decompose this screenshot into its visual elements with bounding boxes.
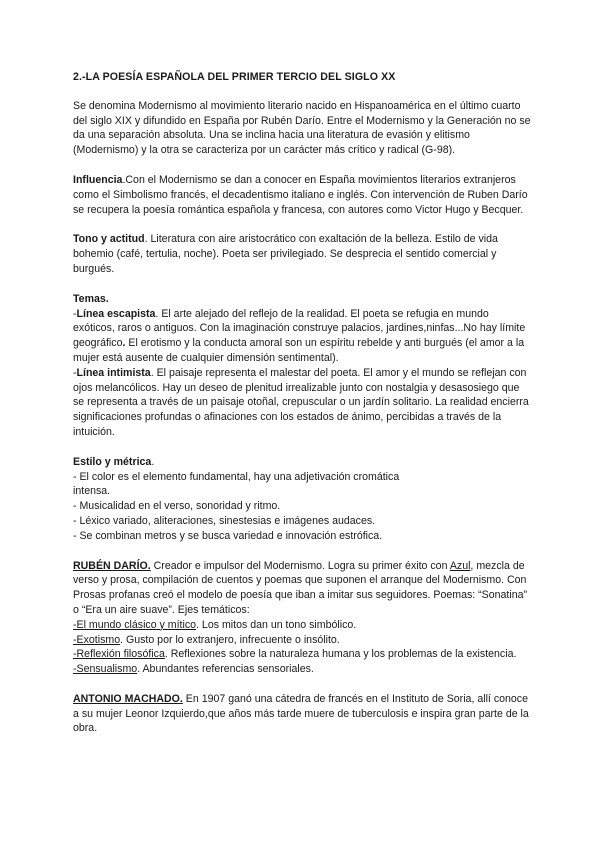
- influencia-paragraph: [73, 173, 533, 217]
- eje-label: -Exotismo: [73, 633, 121, 646]
- intimista-dash: -: [73, 366, 77, 379]
- page-title: 2.-LA POESÍA ESPAÑOLA DEL PRIMER TERCIO DEL SIGLO XX: [73, 71, 396, 83]
- ruben-dario-name: RUBÉN DARÍO.: [73, 559, 151, 572]
- escapista-text-a: . El arte alejado del reflejo de la realidad. El poeta se refugia en mundo exóticos, raros o antiguos. Con la imaginación construye palacios, jardines,ninfas...No hay límite geográfico: [73, 307, 526, 350]
- estilo-item: intensa.: [73, 485, 111, 498]
- estilo-item: - Musicalidad en el verso, sonoridad y ritmo.: [73, 500, 281, 513]
- azul-title: Azul,: [449, 559, 474, 572]
- escapista-dot: .: [122, 337, 126, 350]
- eje-tematico: [73, 633, 533, 648]
- linea-intimista-paragraph: [73, 366, 533, 440]
- eje-tematico: [73, 618, 533, 633]
- influencia-label: Influencia: [73, 173, 123, 186]
- escapista-dash: -: [73, 307, 77, 320]
- estilo-heading-line: [73, 455, 533, 470]
- estilo-heading-dot: .: [151, 455, 155, 468]
- estilo-section: [73, 455, 533, 544]
- tono-paragraph: [73, 232, 533, 276]
- eje-tematico: [73, 662, 533, 677]
- temas-section: [73, 292, 533, 440]
- intro-paragraph: Se denomina Modernismo al movimiento literario nacido en Hispanoamérica en el último cuarto del siglo XIX y difundido en España por Rubén Darío. Entre el Modernismo y la Generación no se da una separación absoluta. Una se inclina hacia una literatura de evasión y elitismo (Modernismo) y la otra se caracteriza por un carácter más crítico y radical (G-98).: [73, 99, 531, 157]
- eje-tematico: [73, 647, 533, 662]
- tono-label: Tono y actitud: [73, 233, 145, 246]
- antonio-machado-name: ANTONIO MACHADO.: [73, 692, 183, 705]
- eje-text: . Abundantes referencias sensoriales.: [137, 663, 314, 676]
- tono-text: . Literatura con aire aristocrático con exaltación de la belleza. Estilo de vida bohemio (café, tertulia, noche). Poeta ser privilegiado. Se desprecia el sentido comercial y burgués.: [73, 233, 498, 275]
- escapista-text-b: El erotismo y la conducta amoral son un espíritu rebelde y anti burgués (el amor a la mujer está ausente de cualquier dimensión sentimental).: [73, 337, 525, 364]
- intimista-label: Línea intimista: [76, 366, 151, 379]
- ruben-dario-paragraph: [73, 559, 533, 618]
- eje-text: . Los mitos dan un tono simbólico.: [196, 618, 357, 631]
- linea-escapista-paragraph: [73, 307, 533, 366]
- ruben-dario-section: [73, 559, 533, 677]
- ruben-text-b: mezcla de verso y prosa, compilación de cuentos y poemas que suponen el arranque del Modernismo. Con Prosas profanas creó el modelo de poesía que iban a imitar sus seguidores. Poemas: “Sonatina” o “Era un aire suave”. Ejes temáticos:: [73, 559, 528, 616]
- temas-heading: Temas.: [73, 292, 109, 305]
- machado-text: En 1907 ganó una cátedra de francés en el Instituto de Soria, allí conoce a su mujer Leonor Izquierdo,que años más tarde muere de tuberculosis e inspira gran parte de la obra.: [73, 692, 529, 735]
- eje-label: -El mundo clásico y mítico: [73, 618, 197, 631]
- escapista-label: Línea escapista: [76, 307, 156, 320]
- estilo-item: - Se combinan metros y se busca variedad e innovación estrófica.: [73, 529, 383, 542]
- antonio-machado-paragraph: [73, 692, 533, 736]
- eje-label: -Reflexión filosófica: [73, 648, 165, 661]
- document-body: [73, 70, 533, 736]
- eje-label: -Sensualismo: [73, 663, 138, 676]
- ruben-text-a: Creador e impulsor del Modernismo. Logra su primer éxito con: [150, 559, 450, 572]
- influencia-text: .Con el Modernismo se dan a conocer en España movimientos literarios extranjeros como el Simbolismo francés, el decadentismo italiano e inglés. Con intervención de Ruben Darío se recupera la poesía romántica española y francesa, con autores como Victor Hugo y Becquer.: [73, 173, 528, 216]
- intimista-text: . El paisaje representa el malestar del poeta. El amor y el mundo se reflejan con ojos melancólicos. Hay un deseo de plenitud irrealizable junto con nostalgia y desasosiego que se representa a través de un paisaje otoñal, crepuscular o un jardín solitario. La realidad encierra significaciones profundas o afinaciones con los estados de ánimo, percibidas a través de la intuición.: [73, 366, 529, 438]
- estilo-item: - El color es el elemento fundamental, hay una adjetivación cromática: [73, 470, 400, 483]
- estilo-heading: Estilo y métrica: [73, 455, 152, 468]
- eje-text: . Gusto por lo extranjero, infrecuente o insólito.: [120, 633, 340, 646]
- eje-text: . Reflexiones sobre la naturaleza humana y los problemas de la existencia.: [164, 648, 517, 661]
- estilo-item: - Léxico variado, aliteraciones, sinestesias e imágenes audaces.: [73, 514, 376, 527]
